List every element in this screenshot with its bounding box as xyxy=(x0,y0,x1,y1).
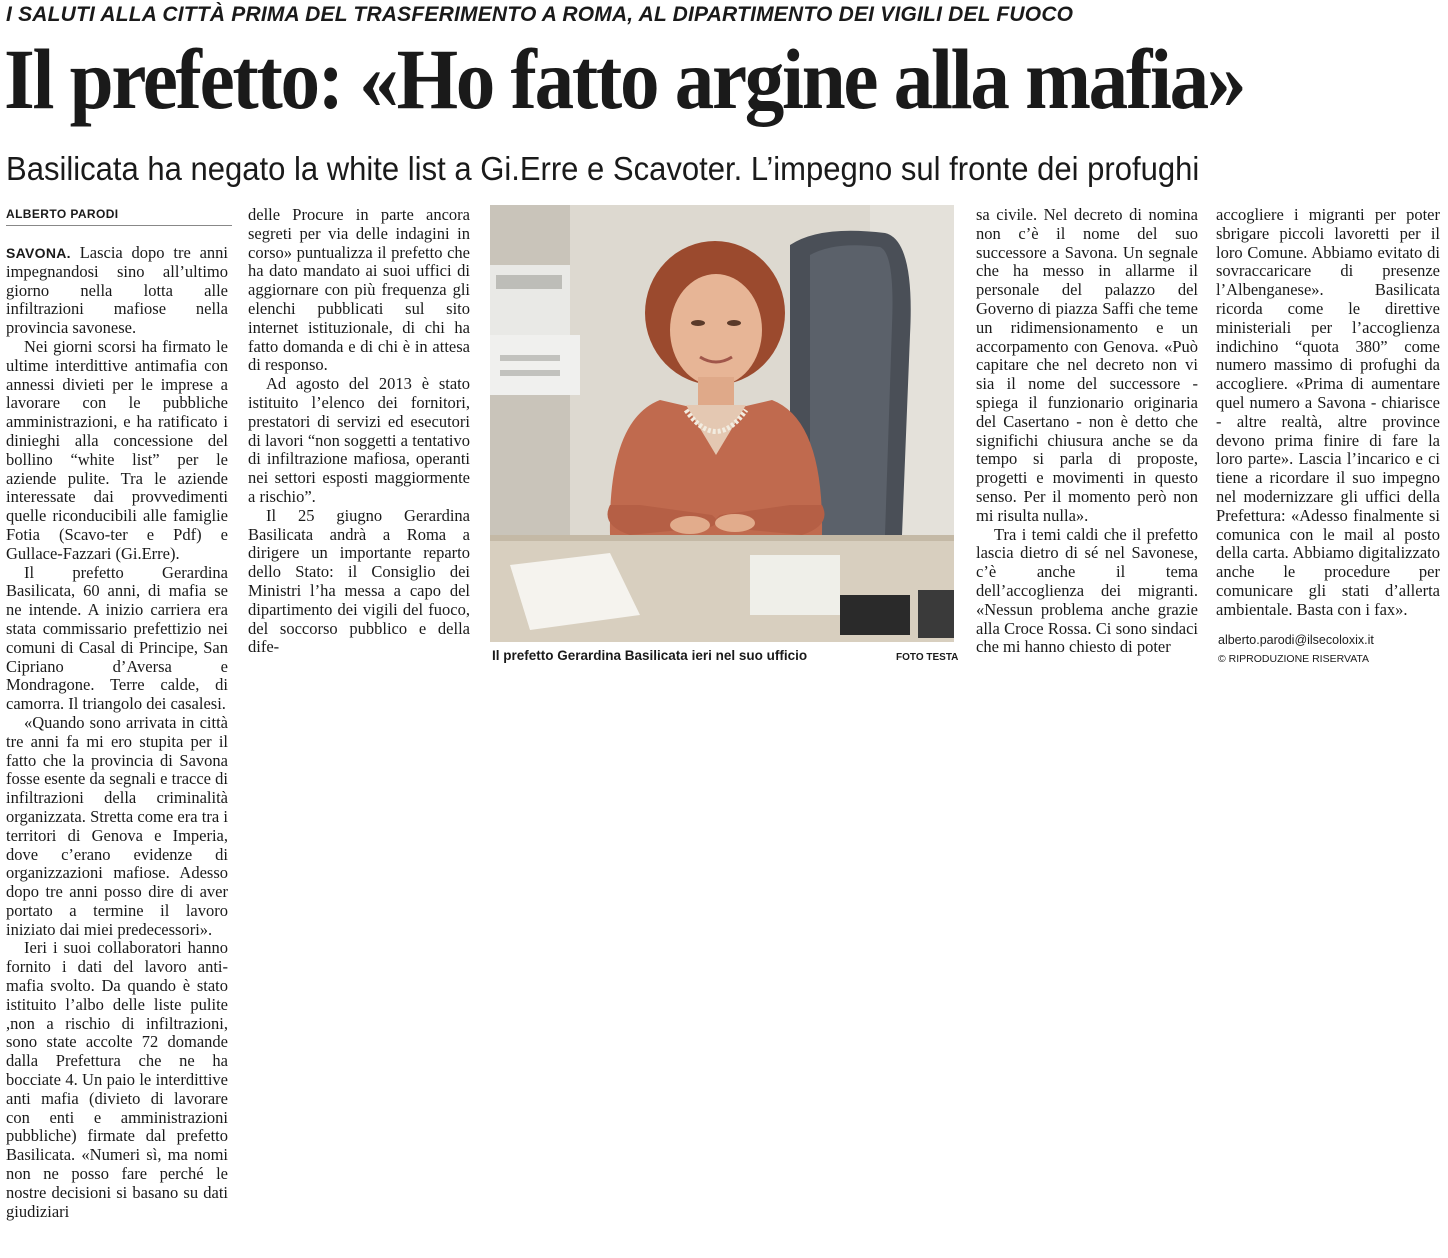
copyright-notice: © RIPRODUZIONE RISERVATA xyxy=(1218,653,1370,665)
paragraph: «Quando sono arrivata in città tre anni fa mi ero stupita per il fatto che la provincia di Savona fosse esente da segnali e tracce di infiltrazioni della criminalità organizzata. Stretta come era tra i territori di Genova e Imperia, dove c’erano evidenze di organizzazioni mafiose. Adesso dopo tre anni posso dire di aver portato a termine il lavoro iniziato dai miei predecessori». xyxy=(6,712,228,939)
subheadline: Basilicata ha negato la white list a Gi.Erre e Scavoter. L’impegno sul fronte dei profughi xyxy=(6,150,1200,187)
article-column-4 xyxy=(1216,206,1440,646)
prefect-photo xyxy=(490,205,954,642)
headline: Il prefetto: «Ho fatto argine alla mafia» xyxy=(4,31,1245,127)
paragraph: Il prefetto Gerardina Basilicata, 60 anni, di mafia se ne intende. A inizio carriera era stata commissario prefettizio nei comuni di Casal di Principe, San Cipriano d’Aversa e Mondragone. Terre calde, di camorra. Il triangolo dei casalesi. xyxy=(6,562,228,714)
article-column-1 xyxy=(6,244,228,1258)
paragraph: Il 25 giugno Gerardina Basilicata andrà a Roma a dirigere un importante reparto dello Stato: il Consiglio dei Ministri l’ha messa a capo del dipartimento dei vigili del fuoco, del soccorso pubblico e della dife- xyxy=(248,505,470,657)
article-column-3 xyxy=(976,206,1198,686)
paragraph: sa civile. Nel decreto di nomina non c’è il nome del suo successore a Savona. Un segnale che ha messo in allarme il personale del palazzo del Governo di piazza Saffi che teme un ridimensionamento e un accorpamento con Genova. «Può capitare che nel decreto non vi sia il nome del successore - spiega il funzionario originaria del Casertano - non è detto che significhi chiusura anche se da tempo si parla di proposte, progetti e movimenti in questo senso. Per il momento però non mi risulta nulla». xyxy=(976,206,1198,525)
paragraph xyxy=(6,244,228,338)
paragraph: Tra i temi caldi che il prefetto lascia dietro di sé nel Savonese, c’è anche il tema dell’accoglienza dei migranti. «Nessun problema anche grazie alla Croce Rossa. Ci sono sindaci che mi hanno chiesto di poter xyxy=(976,524,1198,657)
paragraph: accogliere i migranti per poter sbrigare piccoli lavoretti per il loro Comune. Abbiamo evitato di sovraccaricare di presenze l’Albenganese». Basilicata ricorda come le direttive ministeriali per l’accoglienza indichino “quota 380” come numero massimo di profughi da accogliere. «Prima di aumentare quel numero a Savona - chiarisce - altre realtà, altre province devono prima finire di fare la loro parte». Lascia l’incarico e ci tiene a ricordare il suo impegno nel modernizzare gli uffici della Prefettura: «Adesso finalmente si comunica con le mail al posto della carta. Abbiamo digitalizzato anche le procedure per comunicare gli stati d’allerta ambientale. Basta con i fax». xyxy=(1216,206,1440,619)
kicker: I SALUTI ALLA CITTÀ PRIMA DEL TRASFERIMENTO A ROMA, AL DIPARTIMENTO DEI VIGILI DEL FUOCO xyxy=(6,3,1074,26)
photo-credit: FOTO TESTA xyxy=(896,652,959,663)
office-photo-illustration xyxy=(490,205,954,642)
paragraph: Ieri i suoi collaboratori hanno fornito i dati del lavoro anti-mafia svolto. Da quando è stato istituito l’albo delle liste pulite ,non a rischio di infiltrazioni, sono state accolte 72 domande dalla Prefettura che ne ha bocciate 4. Un paio le interdittive anti mafia (divieto di lavorare con enti e amministrazioni pubbliche) firmate dal prefetto Basilicata. «Numeri sì, ma nomi non ne posso fare perché le nostre decisioni si basano su dati giudiziari xyxy=(6,938,228,1221)
author-email: alberto.parodi@ilsecoloxix.it xyxy=(1218,633,1374,647)
paragraph: Ad agosto del 2013 è stato istituito l’elenco dei fornitori, prestatori di servizi ed esecutori di lavori “non soggetti a tentativo di infiltrazione mafiosa, operanti nei settori esposti maggiormente a rischio”. xyxy=(248,374,470,506)
paragraph-text: Lascia dopo tre anni impegnandosi sino all’ultimo giorno nella lotta alle infiltrazioni mafiose nella provincia savonese. xyxy=(6,244,228,338)
byline: ALBERTO PARODI xyxy=(6,207,232,226)
paragraph: Nei giorni scorsi ha firmato le ultime interdittive antimafia con annessi divieti per le imprese a lavorare con le pubbliche amministrazioni, e ha ratificato i dinieghi alla concessione del bollino “white list” per le aziende pulite. Tra le aziende interessate dai provvedimenti quelle riconducibili alle famiglie Fotia (Scavo-ter e Pdf) e Gullace-Fazzari (Gi.Erre). xyxy=(6,336,228,563)
article-column-2 xyxy=(248,206,470,706)
dateline: SAVONA. xyxy=(6,245,71,261)
photo-caption: Il prefetto Gerardina Basilicata ieri nel suo ufficio xyxy=(492,648,808,663)
paragraph: delle Procure in parte ancora segreti per via delle indagini in corso» puntualizza il prefetto che ha dato mandato ai suoi uffici di aggiornare con più frequenza gli elenchi pubblicati sul sito internet istituzionale, di chi ha fatto domanda e di chi è in attesa di responso. xyxy=(248,206,470,375)
